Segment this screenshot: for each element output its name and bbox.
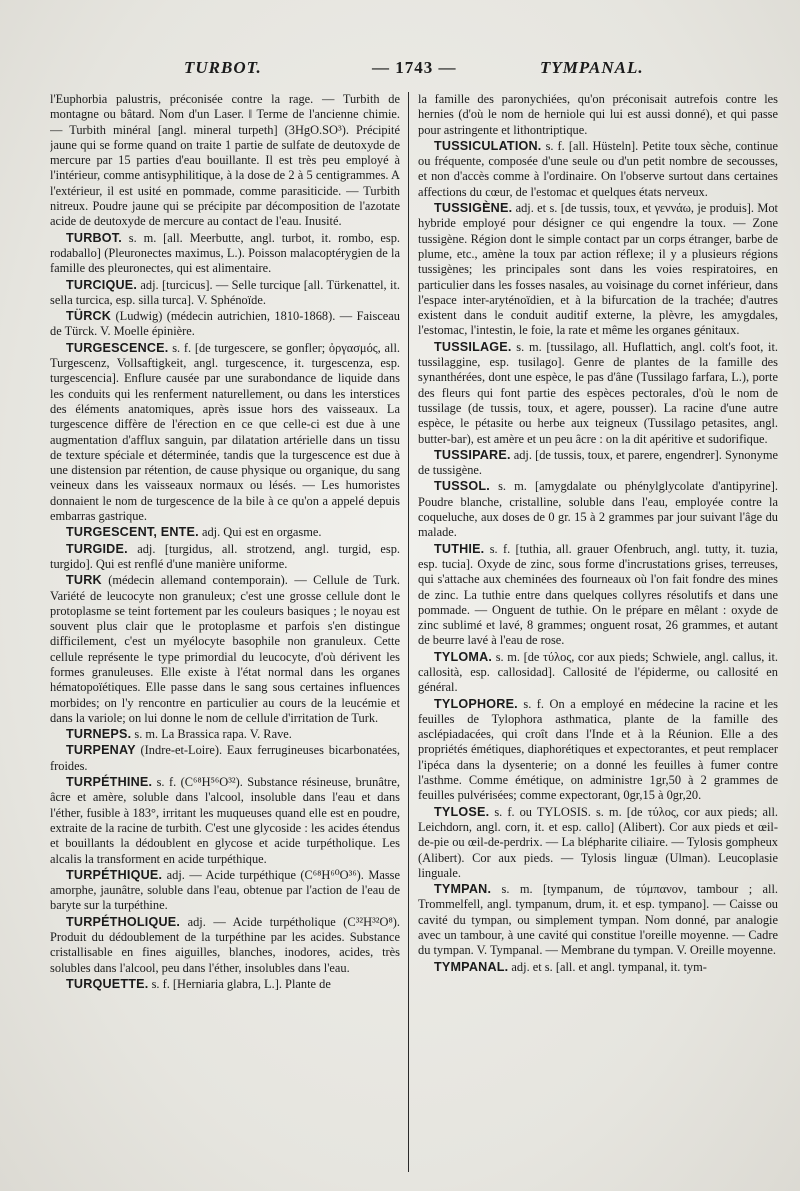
entry-continuation bbox=[418, 92, 778, 138]
entry-definition: l'Euphorbia palustris, préconisée contre la rage. — Turbith de montagne ou bâtard. Nom d'un Laser. ‖ Terme de l'ancienne chimie. — Turbith minéral [angl. mineral turpeth] (3HgO.SO³). Précipité jaune qui se forme quand on traite 1 partie de sulfate de deutoxyde de mercure par 15 parties d'eau bouillante. Il est très peu employé à l'intérieur, comme antisyphilitique, à la dose de 2 à 5 centigrammes. A l'extérieur, il est usité en pommade, comme parasiticide. — Turbith nitreux. Poudre jaune qui se précipite par décomposition de l'azotate acide de deutoxyde de mercure au contact de l'eau. Inusité. bbox=[50, 92, 400, 229]
dictionary-entry bbox=[50, 977, 400, 992]
column-divider bbox=[408, 92, 409, 1172]
dictionary-entry bbox=[418, 882, 778, 958]
entry-headword: TURPÉTHINE. bbox=[66, 775, 153, 790]
entry-continuation bbox=[50, 92, 400, 230]
dictionary-entry bbox=[50, 775, 400, 867]
entry-headword: TURNEPS. bbox=[66, 727, 132, 742]
entry-headword: TYLOMA. bbox=[434, 649, 493, 664]
entry-definition: s. f. (C⁶⁸H⁵⁶O³²). Substance résineuse, brunâtre, âcre et amère, soluble dans l'alcool, insoluble dans l'eau et dans l'éther, fusible à 183°, irritant les muqueuses quand elle est en poudre, extraite de la racine de turbith. C'est une glycoside : les acides étendus et bouillants la dédoublent en glycose et acide turpétholique. Les alcalis la transforment en acide turpéthique. bbox=[50, 775, 400, 866]
right-column bbox=[418, 92, 778, 1182]
entry-headword: TUSSIPARE. bbox=[434, 447, 511, 462]
dictionary-entry bbox=[50, 727, 400, 742]
entry-definition: (médecin allemand contemporain). — Cellule de Turk. Variété de leucocyte non granuleux; c'est une grosse cellule dont le protoplasme se teint fortement par les couleurs basiques ; le noyau est souvent plus clair que le protoplasme et parfois s'en distingue difficilement, c'est un myélocyte basophile non granuleux. Cette cellule représente le type primordial du leucocyte, d'où dérivent les formes granuleuses. Elle existe à l'état normal dans les organes hématopoïétiques. Elle passe dans le sang sous certaines influences morbides; on l'y rencontre en particulier au cours de la leucémie et dans la variole; on lui donne le nom de cellule d'irritation de Turk. bbox=[50, 573, 400, 725]
entry-definition: s. m. [tympanum, de τύμπανον, tambour ; all. Trommelfell, angl. tympanum, drum, it. et esp. tympano]. — Caisse ou cavité du tympan, ou simplement tympan. Nom donné, par analogie avec un tambour, à une cavité qui constitue l'oreille moyenne. — Cadre du tympan. V. Tympanal. — Membrane du tympan. V. Oreille moyenne. bbox=[418, 882, 778, 958]
entry-definition: la famille des paronychiées, qu'on préconisait autrefois contre les hernies (d'où le nom de herniole qui lui est aussi donné), et qui passe pour astringente et lithontriptique. bbox=[418, 92, 778, 137]
entry-headword: TUSSOL. bbox=[434, 479, 490, 494]
entry-headword: TURGIDE. bbox=[66, 541, 128, 556]
entry-definition: adj. — Acide turpéthique (C⁶⁸H⁶⁰O³⁶). Masse amorphe, jaunâtre, soluble dans l'eau, obtenue par l'action de l'eau de baryte sur la turpéthine. bbox=[50, 867, 400, 913]
entry-definition: s. m. [amygdalate ou phénylglycolate d'antipyrine]. Poudre blanche, cristalline, soluble dans l'eau, employée contre la coqueluche, aux doses de 0 gr. 15 à 2 grammes par jour suivant l'âge du malade. bbox=[418, 479, 778, 540]
dictionary-entry bbox=[418, 201, 778, 339]
entry-definition: adj. [turcicus]. — Selle turcique [all. Türkenattel, it. sella turcica, esp. silla turca]. V. Sphénoïde. bbox=[50, 277, 400, 307]
entry-definition: s. m. La Brassica rapa. V. Rave. bbox=[131, 727, 292, 742]
entry-definition: s. f. ou TYLOSIS. s. m. [de τύλος, cor aux pieds; all. Leichdorn, angl. corn, it. et esp. callo] (Alibert). Cor aux pieds et œil-de-pie ou œil-de-perdrix. — La blépharite ciliaire. — Tylosis gompheux (Alibert). Cor aux pieds. — Tylosis linguæ (Ulman). Leucoplasie linguale. bbox=[418, 804, 778, 880]
entry-headword: TURGESCENT, ENTE. bbox=[66, 525, 199, 540]
dictionary-entry bbox=[50, 278, 400, 309]
entry-headword: TÜRCK bbox=[66, 309, 112, 324]
entry-definition: (Ludwig) (médecin autrichien, 1810-1868). — Faisceau de Türck. V. Moelle épinière. bbox=[50, 309, 400, 339]
dictionary-entry bbox=[50, 542, 400, 573]
entry-definition: adj. et s. [de tussis, toux, et γεννάω, je produis]. Mot hybride employé pour désigner ce qui engendre la toux. — Zone tussigène. Région dont le simple contact par un corps étranger, barbe de plume, etc., amène la toux par action réflexe; il y a plusieurs régions tussigènes; les principales sont dans les voies respiratoires, en particulier dans les fosses nasales, au voisinage du cornet inférieur, dans l'espace inter-aryténoïdien, et à la bifurcation de la trachée; d'autres existent dans le conduit auditif externe, la plèvre, les amygdales, l'estomac, l'intestin, le foie, la rate et même les organes génitaux. bbox=[418, 201, 778, 338]
dictionary-entry bbox=[50, 309, 400, 340]
dictionary-entry bbox=[50, 868, 400, 914]
entry-headword: TURCIQUE. bbox=[66, 277, 138, 292]
dictionary-entry bbox=[418, 542, 778, 649]
entry-headword: TURPENAY bbox=[66, 743, 136, 758]
header-right-guideword: TYMPANAL. bbox=[540, 58, 644, 77]
dictionary-entry bbox=[418, 805, 778, 881]
entry-definition: s. f. [Herniaria glabra, L.]. Plante de bbox=[148, 976, 331, 991]
entry-headword: TURPÉTHIQUE. bbox=[66, 867, 163, 882]
dictionary-entry bbox=[418, 139, 778, 200]
running-head bbox=[0, 58, 800, 86]
entry-headword: TYMPAN. bbox=[434, 882, 492, 897]
entry-definition: s. f. [tuthia, all. grauer Ofenbruch, angl. tutty, it. tuzia, esp. tucia]. Oxyde de zinc, sous forme d'incrustations grises, terreuses, qui s'attache aux cheminées des fourneaux où l'on fait fondre des mines de zinc. La tuthie entre dans quelques collyres résolutifs et dans une pommade. — Onguent de tuthie. On le prépare en mêlant : oxyde de zinc sublimé et lavé, 8 grammes; onguent rosat, 26 grammes, et autant de beurre lavé à l'eau de rose. bbox=[418, 541, 778, 648]
entry-headword: TYLOSE. bbox=[434, 804, 490, 819]
dictionary-entry bbox=[418, 650, 778, 696]
entry-headword: TUSSICULATION. bbox=[434, 138, 542, 153]
entry-definition: s. m. [tussilago, all. Huflattich, angl. colt's foot, it. tussilaggine, esp. tusilago]. Genre de plantes de la famille des synanthérées, dont une espèce, le pas d'âne (Tussilago farfara, L.), porte des fleurs qui font partie des espèces pectorales, d'où le nom de tussilage (de tussis, toux, et agere, pousser). La racine d'une autre espèce, le pétasite ou herbe aux teigneux (Tussilago petasites, angl. butter-bar), est amère et un peu âcre : on la dit apéritive et sudorifique. bbox=[418, 339, 778, 446]
header-left-guideword: TURBOT. bbox=[184, 58, 262, 77]
entry-definition: s. f. [all. Hüsteln]. Petite toux sèche, continue ou fréquente, composée d'une seule ou d'un petit nombre de secousses, et non d'accès comme à l'ordinaire. On l'observe surtout dans certaines affections du cœur, de l'estomac et quelques états nerveux. bbox=[418, 138, 778, 199]
entry-headword: TURQUETTE. bbox=[66, 976, 149, 991]
dictionary-entry bbox=[50, 743, 400, 774]
entry-headword: TYMPANAL. bbox=[434, 959, 509, 974]
dictionary-entry bbox=[50, 525, 400, 540]
dictionary-entry bbox=[418, 960, 778, 975]
dictionary-entry bbox=[418, 448, 778, 479]
dictionary-entry bbox=[418, 697, 778, 804]
entry-definition: adj. [de tussis, toux, et parere, engendrer]. Synonyme de tussigène. bbox=[418, 447, 778, 478]
entry-definition: s. f. On a employé en médecine la racine et les feuilles de Tylophora asthmatica, plante de la famille des asclépiadacées, qui croît dans l'Inde et à la Réunion. Elle a des propriétés émétiques, diaphorétiques et expectorantes, et peut remplacer l'ipéca dans la dysenterie; on a donné les feuilles à fumer contre l'asthme. Comme émétique, on administre 1gr,50 à 2 grammes de feuilles pulvérisées; comme expectorant, 0gr,15 à 0gr,20. bbox=[418, 696, 778, 803]
left-column bbox=[50, 92, 400, 1182]
dictionary-entry bbox=[50, 915, 400, 976]
dictionary-entry bbox=[50, 341, 400, 525]
dictionary-entry bbox=[418, 340, 778, 447]
entry-headword: TUSSIGÈNE. bbox=[434, 201, 513, 216]
entry-headword: TURK bbox=[66, 573, 102, 588]
entry-headword: TUTHIE. bbox=[434, 541, 485, 556]
entry-headword: TYLOPHORE. bbox=[434, 696, 518, 711]
entry-definition: adj. — Acide turpétholique (C³²H³²O⁸). Produit du dédoublement de la turpéthine par les acides. Substance cristallisable en fines aiguilles, blanches, inodores, acides, très solubles dans l'alcool, peu dans l'éther, insolubles dans l'eau. bbox=[50, 914, 400, 975]
dictionary-entry bbox=[418, 479, 778, 540]
entry-definition: adj. et s. [all. et angl. tympanal, it. tym- bbox=[508, 959, 707, 974]
entry-definition: s. m. [de τύλος, cor aux pieds; Schwiele, angl. callus, it. callosità, esp. callosidad]. Callosité de l'épiderme, ou callosité en général. bbox=[418, 649, 778, 695]
entry-headword: TURGESCENCE. bbox=[66, 340, 169, 355]
entry-definition: adj. Qui est en orgasme. bbox=[198, 525, 322, 540]
dictionary-entry bbox=[50, 231, 400, 277]
dictionary-entry bbox=[50, 573, 400, 726]
entry-headword: TURPÉTHOLIQUE. bbox=[66, 914, 181, 929]
entry-definition: adj. [turgidus, all. strotzend, angl. turgid, esp. turgido]. Qui est renflé d'une manière uniforme. bbox=[50, 541, 400, 571]
entry-definition: (Indre-et-Loire). Eaux ferrugineuses bicarbonatées, froides. bbox=[50, 743, 400, 773]
entry-headword: TUSSILAGE. bbox=[434, 339, 512, 354]
entry-definition: s. f. [de turgescere, se gonfler; ὀργασμός, all. Turgescenz, Vollsaftigkeit, angl. turgescence, it. turgescenza, esp. turgescencia]. Enflure causée par une surabondance de liquide dans les conduits qui les renferment naturellement, ou dans les interstices des éléments anatomiques, après issue hors des vaisseaux. La turgescence diffère de l'érection en ce que celle-ci est due à une augmentation d'afflux sanguin, par dilatation artérielle dans un tissu de texture spéciale et déterminée, tandis que la turgescence est due à une distension par rétention, de cause physique ou organique, du sang veineux dans les vaisseaux normaux ou lésés. — Les humoristes donnaient le nom de turgescence de la bile à ce qu'on a appelé depuis embarras gastrique. bbox=[50, 340, 400, 524]
entry-headword: TURBOT. bbox=[66, 230, 122, 245]
page-number: — 1743 — bbox=[372, 58, 457, 77]
entry-definition: s. m. [all. Meerbutte, angl. turbot, it. rombo, esp. rodaballo] (Pleuronectes maximus, L.). Poisson malacoptérygien de la famille des pleuronectes, qui est alimentaire. bbox=[50, 230, 400, 276]
